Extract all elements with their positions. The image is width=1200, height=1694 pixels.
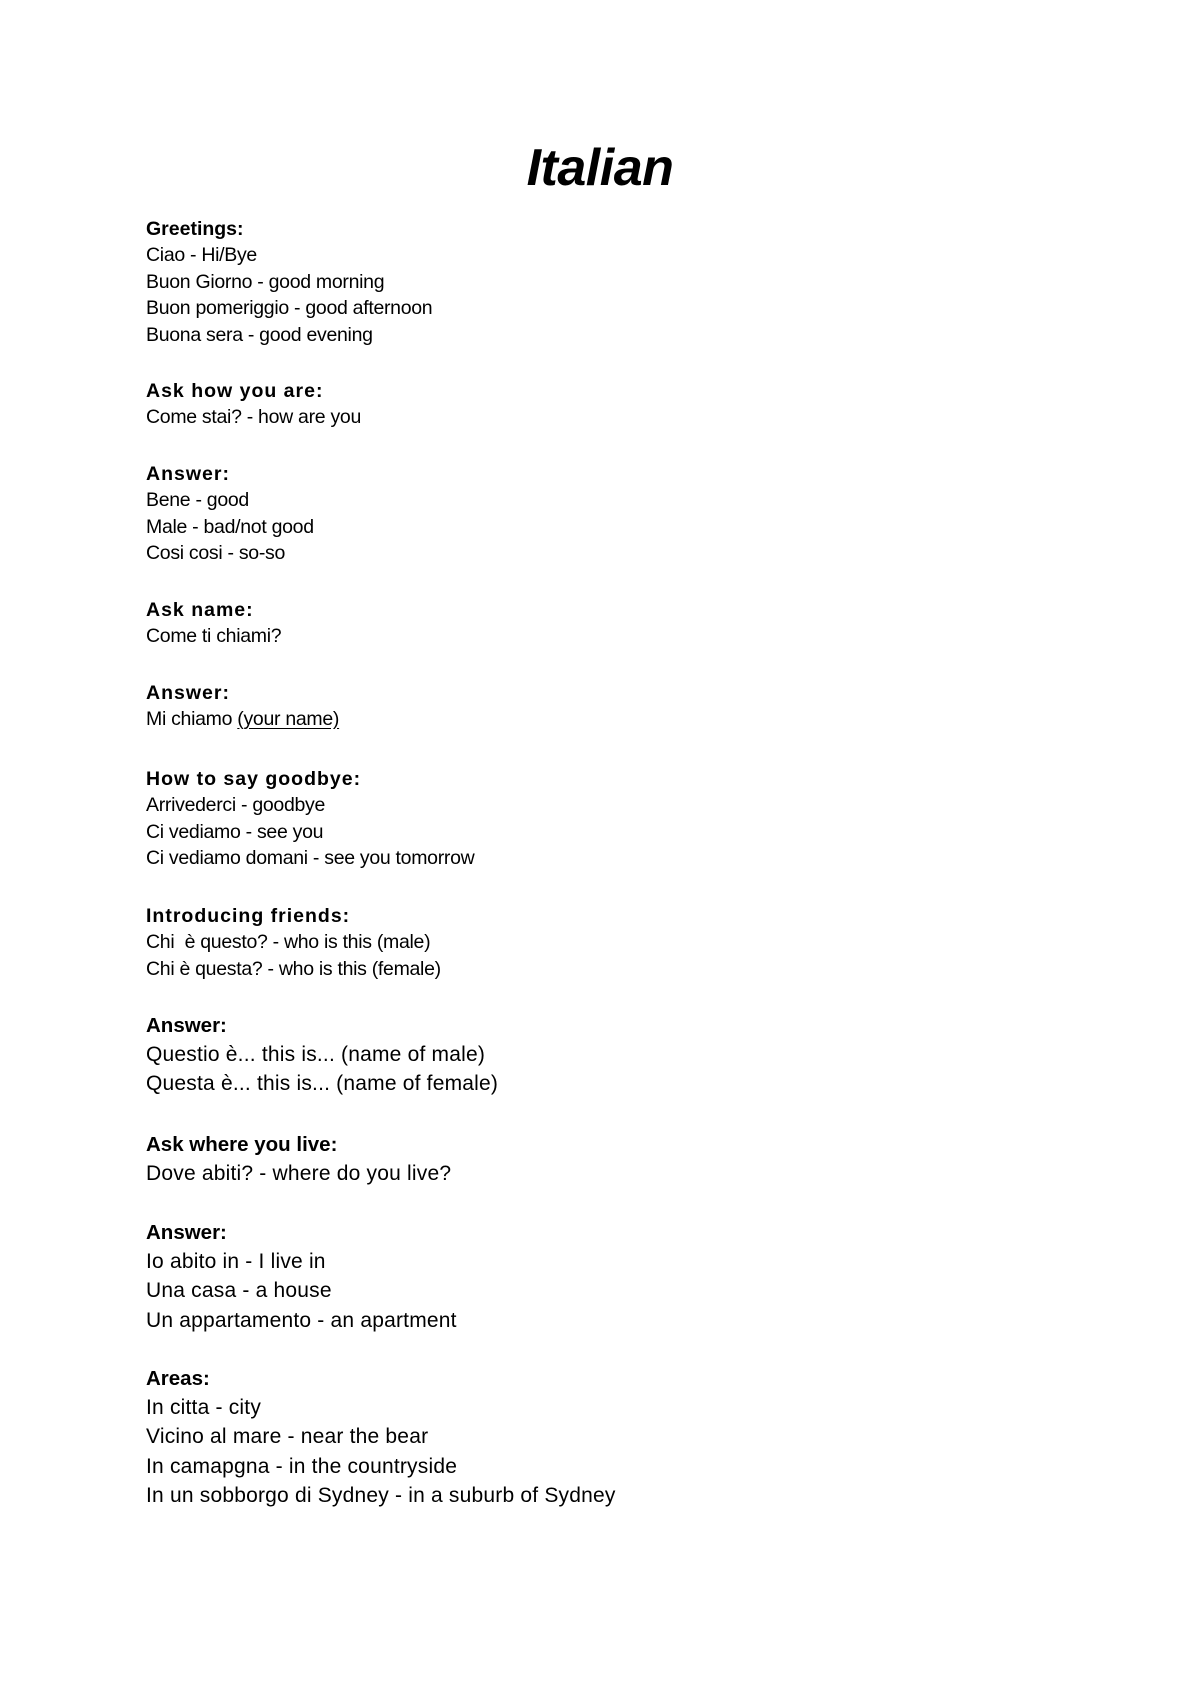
section-greetings (146, 216, 432, 348)
section-answer-friends (146, 1012, 498, 1099)
section-answer-how-you-are (146, 461, 314, 567)
phrase-line: In un sobborgo di Sydney - in a suburb of Sydney (146, 1483, 616, 1507)
phrase-line: Ci vediamo domani - see you tomorrow (146, 847, 475, 869)
section-answer-where-you-live (146, 1219, 457, 1335)
section-heading: Greetings: (146, 218, 244, 240)
phrase-line: Ciao - Hi/Bye (146, 244, 257, 266)
phrase-line: Buona sera - good evening (146, 323, 373, 346)
phrase-prefix: Mi chiamo (146, 708, 238, 730)
section-heading: Answer: (146, 682, 230, 704)
document-title: Italian (526, 139, 674, 197)
phrase-line: Arrivederci - goodbye (146, 794, 326, 816)
phrase-line: Buon pomeriggio - good afternoon (146, 297, 433, 319)
phrase-line: Questio è... this is... (name of male) (146, 1043, 486, 1066)
section-goodbye (146, 766, 474, 872)
section-ask-where-you-live (146, 1131, 451, 1188)
section-ask-how-you-are (146, 378, 361, 431)
section-heading: Answer: (146, 1014, 227, 1037)
section-heading: Ask where you live: (146, 1133, 338, 1156)
section-heading: Answer: (146, 1221, 227, 1244)
phrase-line: Chi è questa? - who is this (female) (146, 957, 441, 980)
phrase-line: Chi è questo? - who is this (male) (146, 931, 431, 953)
phrase-line: Ci vediamo - see you (146, 820, 324, 843)
phrase-line: In camapgna - in the countryside (146, 1454, 458, 1478)
phrase-line: Un appartamento - an apartment (146, 1308, 457, 1332)
section-heading: Introducing friends: (146, 905, 351, 927)
section-areas (146, 1365, 616, 1510)
phrase-line: In citta - city (146, 1396, 262, 1419)
phrase-line: Una casa - a house (146, 1279, 332, 1303)
phrase-line: Io abito in - I live in (146, 1250, 326, 1273)
name-blank: (your name) (237, 708, 340, 730)
section-heading: Ask name: (146, 599, 254, 621)
section-heading: Answer: (146, 463, 230, 485)
section-answer-name (146, 680, 339, 733)
phrase-line: Dove abiti? - where do you live? (146, 1162, 452, 1185)
phrase-line: Cosi cosi - so-so (146, 542, 286, 564)
phrase-line: Come ti chiami? (146, 625, 282, 647)
phrase-line: Vicino al mare - near the bear (146, 1425, 429, 1449)
phrase-line: Male - bad/not good (146, 515, 314, 538)
phrase-line: Buon Giorno - good morning (146, 270, 385, 293)
section-introducing-friends (146, 903, 441, 982)
section-heading: Ask how you are: (146, 380, 324, 402)
phrase-line (146, 706, 339, 733)
section-heading: Areas: (146, 1367, 210, 1390)
section-heading: How to say goodbye: (146, 768, 362, 790)
phrase-line: Bene - good (146, 489, 249, 511)
phrase-line: Come stai? - how are you (146, 406, 361, 428)
section-ask-name (146, 597, 281, 650)
phrase-line: Questa è... this is... (name of female) (146, 1072, 499, 1096)
